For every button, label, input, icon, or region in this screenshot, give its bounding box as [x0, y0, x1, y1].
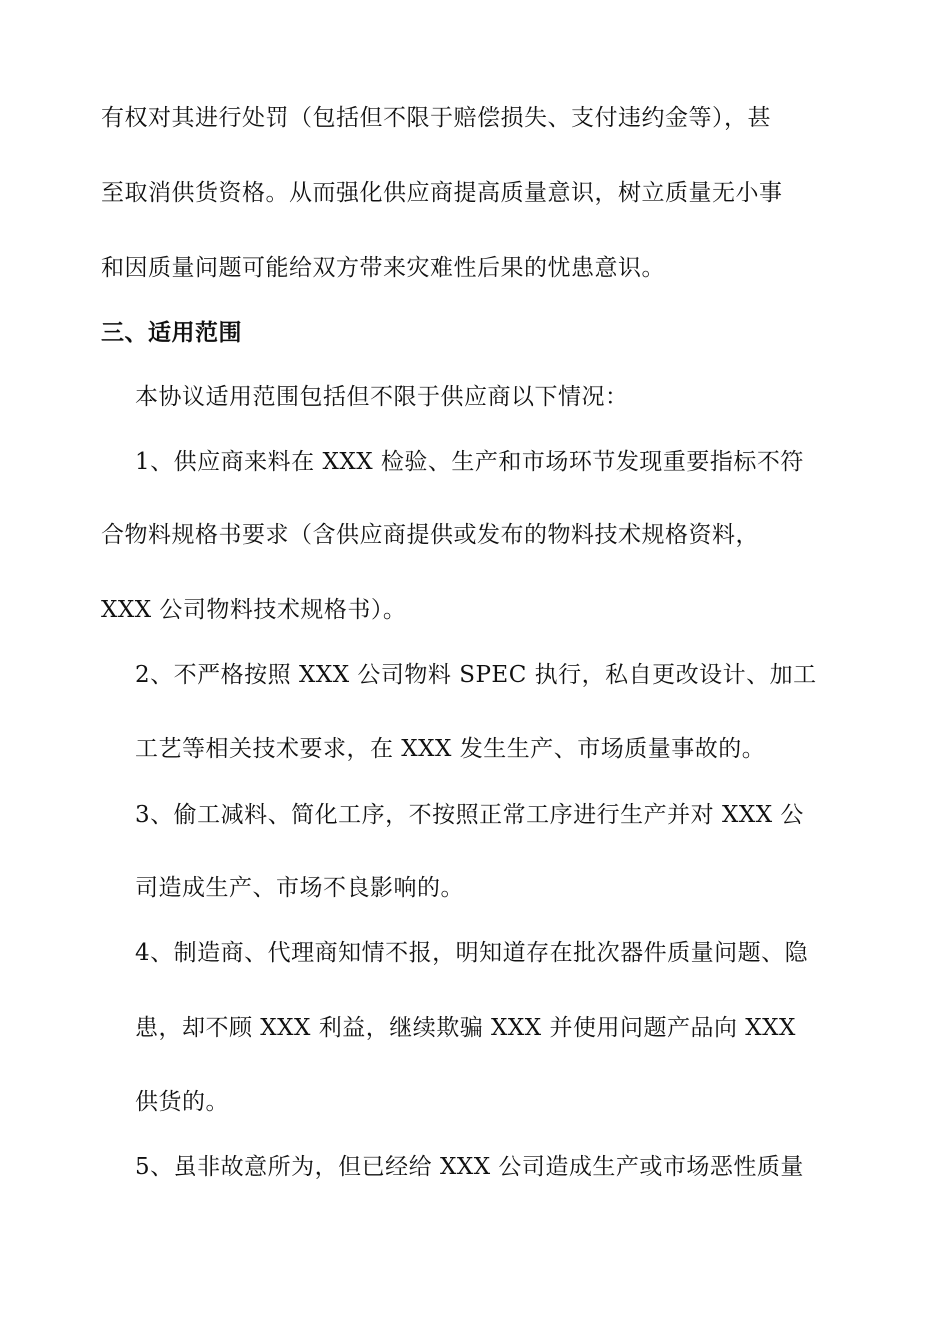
list-item-line: 司造成生产、市场不良影响的。 [135, 875, 464, 901]
section-heading: 三、适用范围 [101, 320, 242, 346]
intro-paragraph: 本协议适用范围包括但不限于供应商以下情况： [135, 384, 629, 410]
list-item-line: 5、虽非故意所为，但已经给 XXX 公司造成生产或市场恶性质量 [135, 1154, 804, 1180]
paragraph-line: 至取消供货资格。从而强化供应商提高质量意识，树立质量无小事 [101, 180, 783, 206]
list-item-line: 3、偷工减料、简化工序，不按照正常工序进行生产并对 XXX 公 [135, 802, 804, 828]
paragraph-line: 有权对其进行处罚（包括但不限于赔偿损失、支付违约金等），甚 [101, 105, 771, 131]
list-item-line: 工艺等相关技术要求，在 XXX 发生生产、市场质量事故的。 [135, 736, 766, 762]
list-item-line: XXX 公司物料技术规格书）。 [101, 597, 407, 623]
paragraph-line: 和因质量问题可能给双方带来灾难性后果的忧患意识。 [101, 255, 665, 281]
list-item-line: 2、不严格按照 XXX 公司物料 SPEC 执行，私自更改设计、加工 [135, 662, 817, 688]
list-item-line: 患，却不顾 XXX 利益，继续欺骗 XXX 并使用问题产品向 XXX [135, 1015, 796, 1041]
list-item-line: 1、供应商来料在 XXX 检验、生产和市场环节发现重要指标不符 [135, 449, 804, 475]
list-item-line: 合物料规格书要求（含供应商提供或发布的物料技术规格资料， [101, 522, 759, 548]
list-item-line: 供货的。 [135, 1089, 229, 1115]
list-item-line: 4、制造商、代理商知情不报，明知道存在批次器件质量问题、隐 [135, 940, 809, 966]
